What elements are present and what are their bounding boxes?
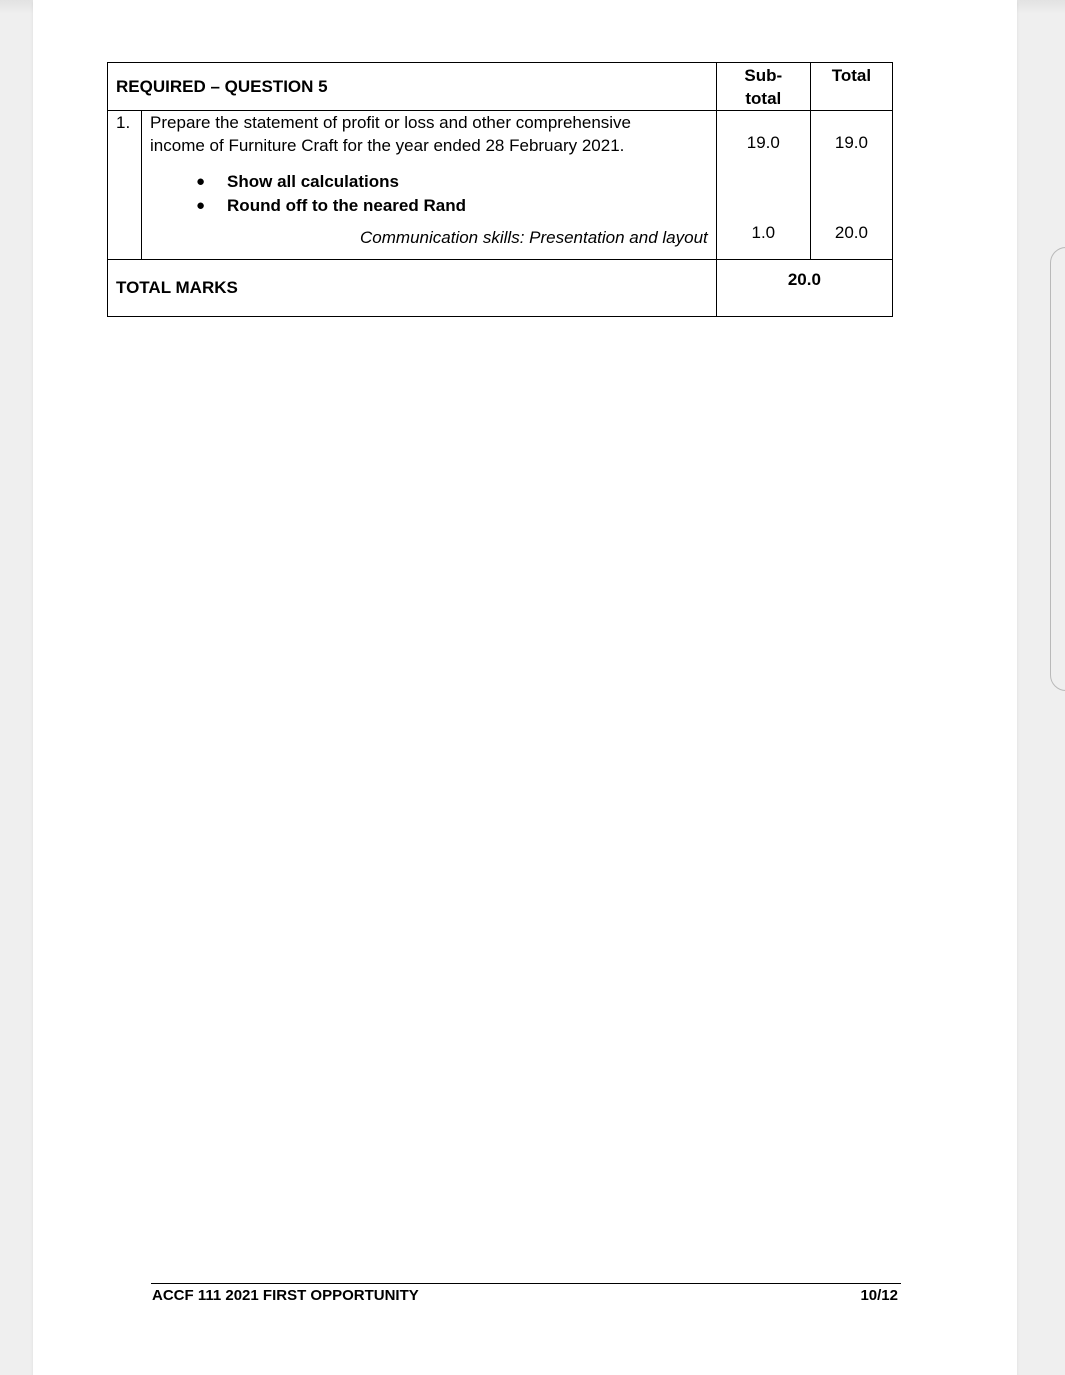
footer-course-label: ACCF 111 2021 FIRST OPPORTUNITY — [152, 1287, 419, 1304]
instruction-list — [150, 170, 708, 218]
page-footer — [151, 1283, 901, 1304]
page-number: 10/12 — [860, 1287, 898, 1304]
table-row — [108, 111, 893, 260]
total-marks-label: TOTAL MARKS — [108, 260, 717, 317]
bullet-icon: ● — [196, 173, 206, 190]
description-line-1: Prepare the statement of profit or loss and other comprehensive — [150, 113, 632, 132]
subtotal-communication-value: 1.0 — [751, 223, 776, 242]
side-panel-handle[interactable] — [1050, 247, 1065, 691]
description-line-2: income of Furniture Craft for the year ended 28 February 2021. — [150, 136, 625, 155]
subtotal-header-line1: Sub- — [744, 66, 783, 85]
list-item — [150, 194, 708, 218]
bullet-text: Round off to the neared Rand — [227, 196, 466, 215]
total-cell — [810, 111, 892, 260]
question-description — [142, 111, 717, 260]
subtotal-cell — [716, 111, 810, 260]
list-item — [150, 170, 708, 194]
bullet-icon: ● — [196, 197, 206, 214]
table-title: REQUIRED – QUESTION 5 — [108, 63, 717, 111]
required-table — [107, 62, 893, 317]
total-header: Total — [810, 63, 892, 111]
total-marks-value: 20.0 — [716, 260, 892, 317]
question-number: 1. — [108, 111, 142, 260]
subtotal-main-value: 19.0 — [746, 133, 780, 152]
table-header-row — [108, 63, 893, 111]
subtotal-header — [716, 63, 810, 111]
communication-skills-note: Communication skills: Presentation and layout — [360, 228, 708, 247]
subtotal-header-line2: total — [745, 89, 782, 108]
total-communication-value: 20.0 — [834, 223, 868, 242]
total-main-value: 19.0 — [834, 133, 868, 152]
bullet-text: Show all calculations — [227, 172, 399, 191]
total-marks-row — [108, 260, 893, 317]
